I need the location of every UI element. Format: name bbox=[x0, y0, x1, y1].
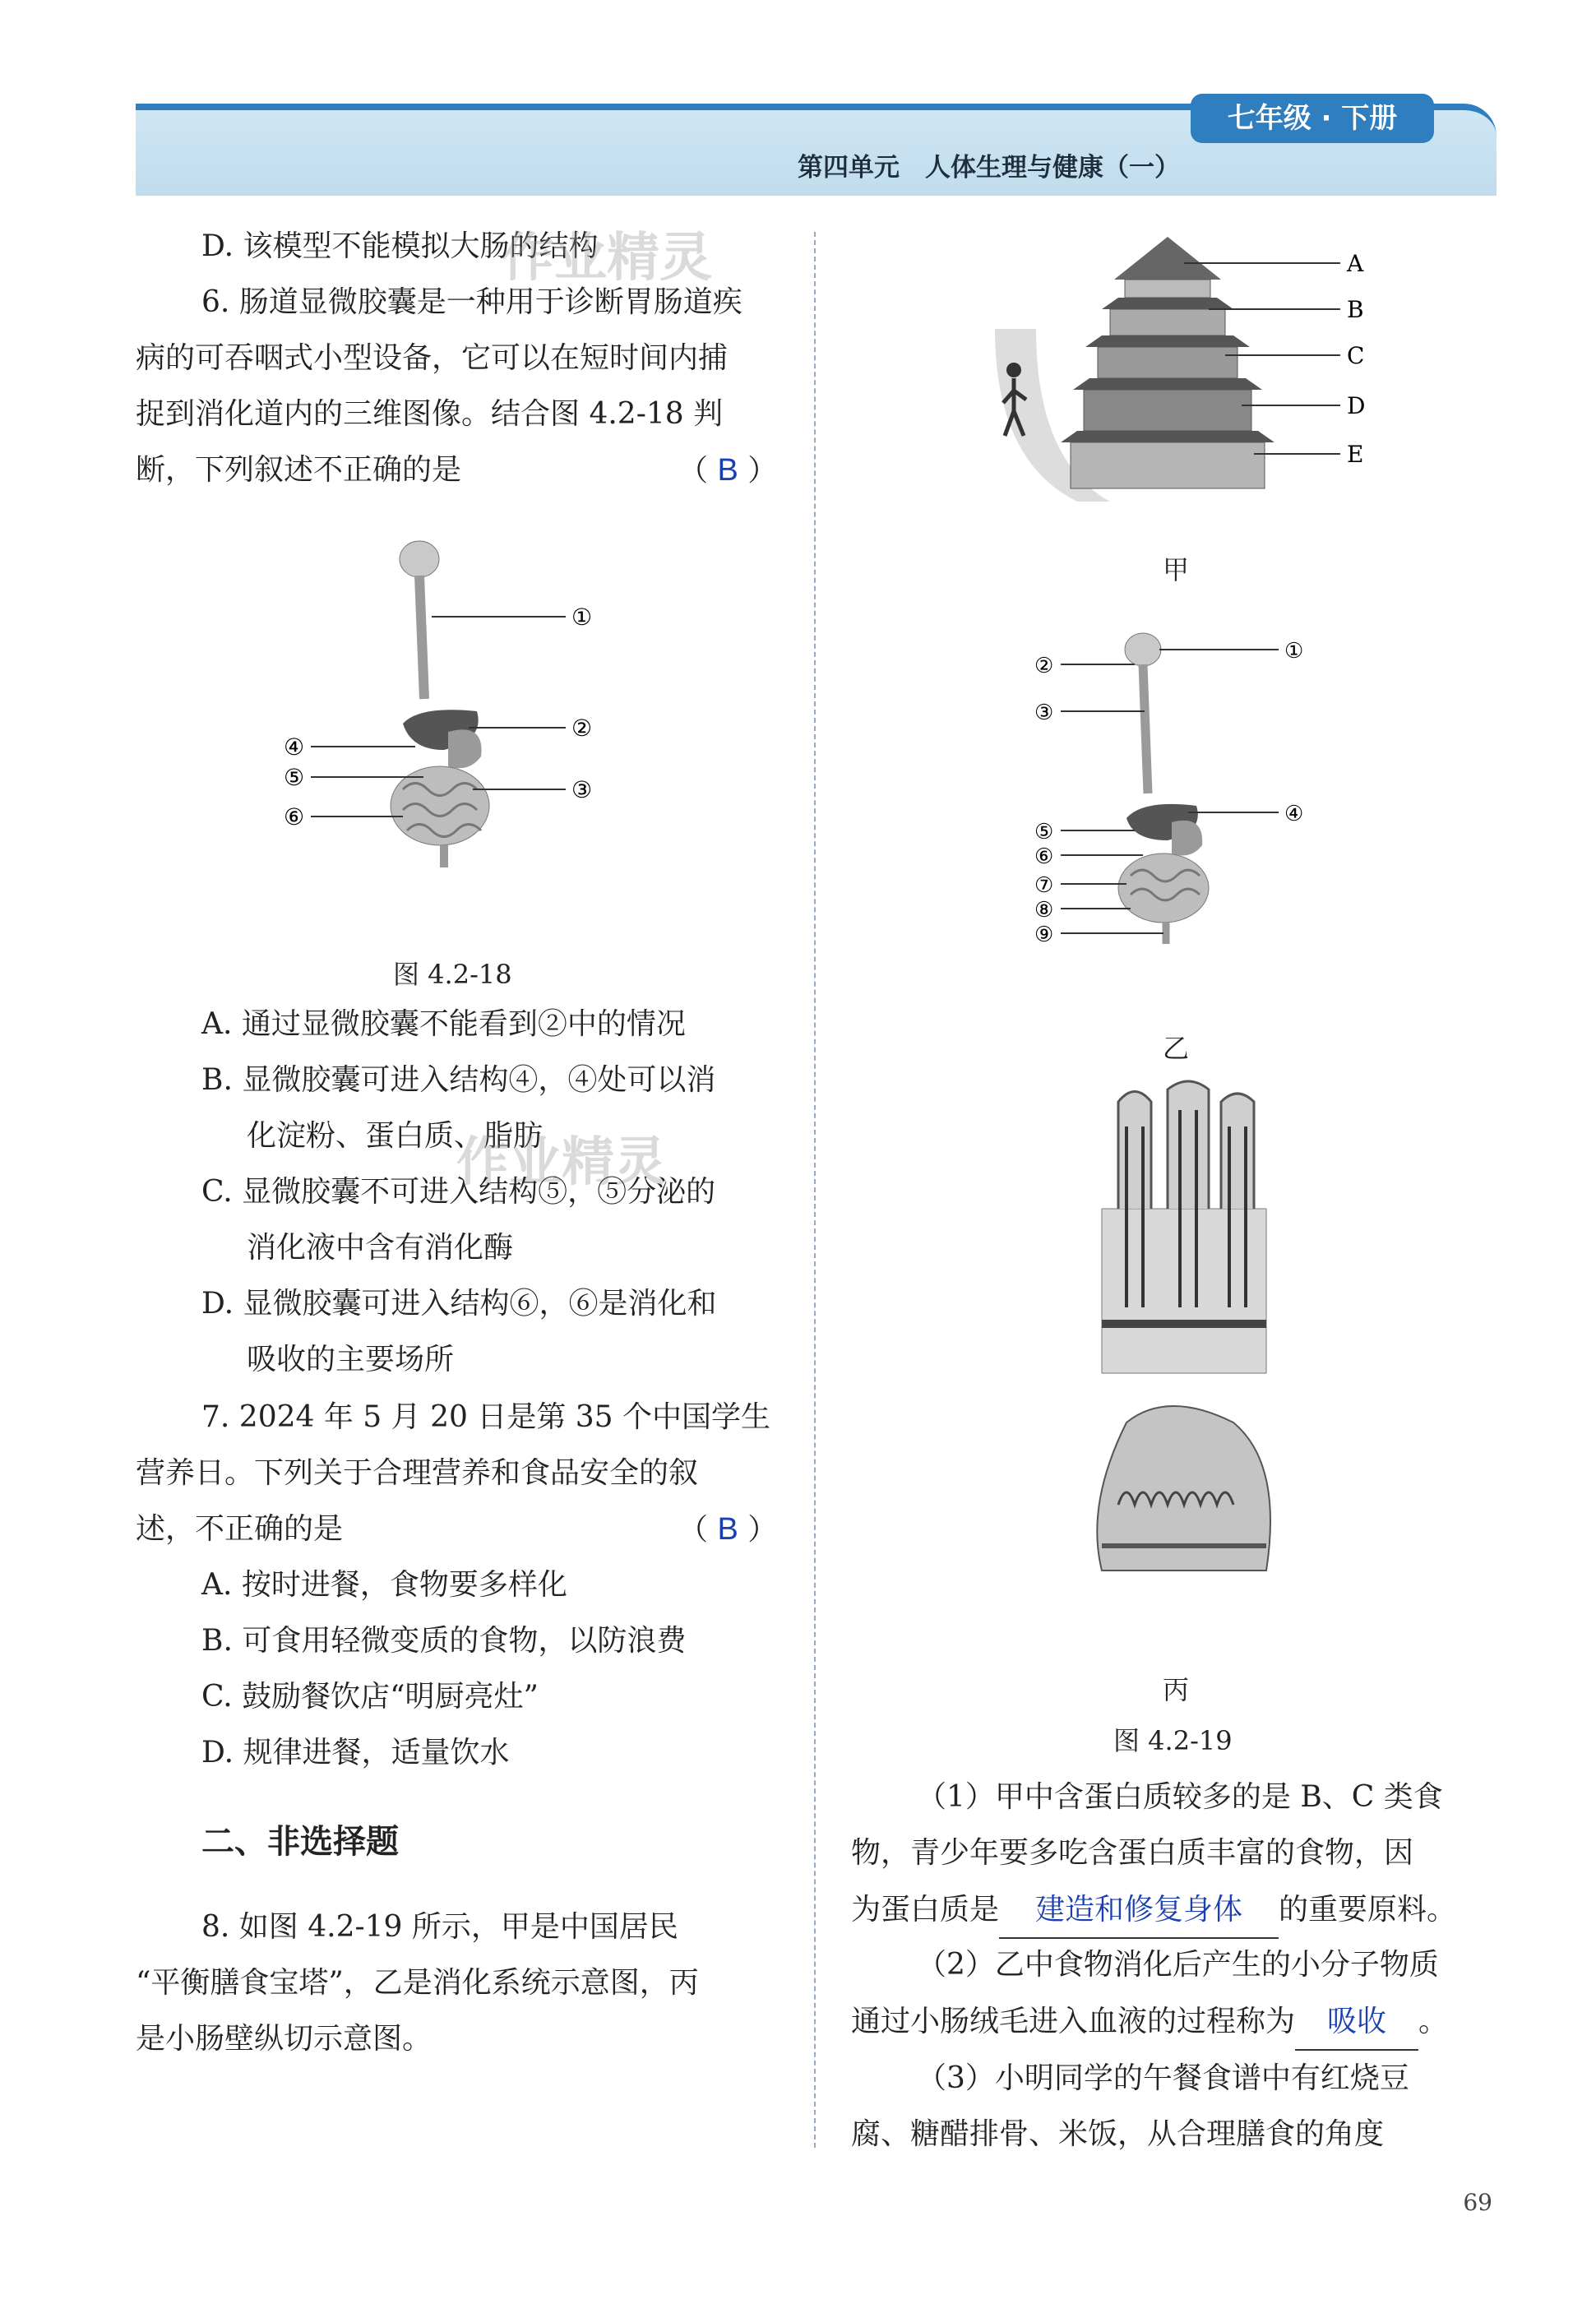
q8-2-line-1: （2）乙中食物消化后产生的小分子物质 bbox=[917, 1948, 1439, 1982]
tier-e bbox=[1071, 442, 1265, 488]
label-yi: 乙 bbox=[1163, 1033, 1190, 1064]
yi-label-6: ⑥ bbox=[1034, 844, 1054, 869]
tier-d bbox=[1084, 390, 1251, 431]
tier-a bbox=[1125, 280, 1210, 298]
yi-label-9: ⑨ bbox=[1034, 923, 1054, 947]
yi-label-3: ③ bbox=[1034, 701, 1054, 725]
esophagus-shape bbox=[419, 576, 424, 699]
figure-bing-intestine-wall bbox=[1069, 1077, 1299, 1620]
q7-option-d: D. 规律进餐，适量饮水 bbox=[201, 1736, 510, 1769]
yi-stomach bbox=[1172, 821, 1202, 856]
q8-1-line-1: （1）甲中含蛋白质较多的是 B、C 类食 bbox=[917, 1780, 1443, 1814]
q6-option-c-1: C. 显微胶囊不可进入结构⑤，⑤分泌的 bbox=[201, 1175, 716, 1209]
q6-line-2: 病的可吞咽式小型设备，它可以在短时间内捕 bbox=[136, 341, 729, 375]
q7-option-b: B. 可食用轻微变质的食物，以防浪费 bbox=[201, 1624, 687, 1658]
yi-label-8: ⑧ bbox=[1034, 898, 1054, 923]
fig18-label-6: ⑥ bbox=[284, 803, 305, 830]
fig18-label-1: ① bbox=[571, 604, 593, 631]
yi-label-5: ⑤ bbox=[1034, 820, 1054, 844]
pharynx-shape bbox=[400, 541, 439, 577]
pyramid-label-c: C bbox=[1347, 342, 1365, 369]
yi-label-4: ④ bbox=[1284, 802, 1304, 826]
q6-option-c-2: 消化液中含有消化酶 bbox=[247, 1231, 514, 1265]
pyramid-label-b: B bbox=[1347, 296, 1364, 323]
pyramid-label-e: E bbox=[1347, 441, 1364, 468]
q6-answer: B bbox=[717, 453, 738, 488]
yi-label-1: ① bbox=[1284, 639, 1304, 664]
q8-2-answer: 吸收 bbox=[1295, 1993, 1418, 2051]
page-number: 69 bbox=[1463, 2189, 1492, 2216]
q7-option-c: C. 鼓励餐饮店“明厨亮灶” bbox=[201, 1680, 539, 1714]
pyramid-label-a: A bbox=[1347, 250, 1364, 277]
section-title-nonchoice: 二、非选择题 bbox=[201, 1823, 399, 1861]
tier-b bbox=[1110, 309, 1225, 335]
q8-3-line-2: 腐、糖醋排骨、米饭，从合理膳食的角度 bbox=[851, 2117, 1385, 2151]
pyramid-label-d: D bbox=[1347, 392, 1366, 419]
q6-option-d-1: D. 显微胶囊可进入结构⑥，⑥是消化和 bbox=[201, 1287, 717, 1321]
fig18-label-2: ② bbox=[571, 715, 593, 742]
figure-jia-pyramid bbox=[978, 230, 1406, 510]
watermark-1: 作业精灵 bbox=[502, 228, 712, 289]
runner-head bbox=[1006, 363, 1021, 377]
q7-line-1: 7. 2024 年 5 月 20 日是第 35 个中国学生 bbox=[201, 1400, 771, 1434]
q8-line-2: “平衡膳食宝塔”，乙是消化系统示意图，丙 bbox=[136, 1966, 699, 2000]
q6-answer-bracket: （ B ） bbox=[678, 453, 778, 488]
q7-option-a: A. 按时进餐，食物要多样化 bbox=[201, 1568, 567, 1602]
fig18-caption: 图 4.2-18 bbox=[393, 959, 512, 990]
villus-right bbox=[1221, 1094, 1254, 1209]
q7-line-2: 营养日。下列关于合理营养和食品安全的叙 bbox=[136, 1456, 699, 1490]
grade-tab: 七年级 · 下册 bbox=[1191, 94, 1434, 143]
fig19-caption: 图 4.2-19 bbox=[1113, 1725, 1233, 1756]
q8-1-line-3: 为蛋白质是 建造和修复身体 的重要原料。 bbox=[851, 1881, 1456, 1939]
stomach-shape bbox=[448, 729, 482, 768]
villus-left bbox=[1118, 1092, 1151, 1210]
tier-c bbox=[1098, 347, 1237, 378]
unit-title: 第四单元 人体生理与健康（一） bbox=[798, 153, 1180, 183]
q6-line-4: 断，下列叙述不正确的是 bbox=[136, 453, 462, 487]
yi-intestine bbox=[1118, 853, 1209, 923]
fig18-label-3: ③ bbox=[571, 776, 593, 803]
q8-1-line-2: 物，青少年要多吃含蛋白质丰富的食物，因 bbox=[851, 1836, 1414, 1870]
yi-label-7: ⑦ bbox=[1034, 873, 1054, 898]
pyramid-roof bbox=[1114, 237, 1221, 280]
q8-1-answer: 建造和修复身体 bbox=[999, 1881, 1279, 1939]
label-jia: 甲 bbox=[1163, 554, 1190, 585]
q7-answer: B bbox=[717, 1512, 738, 1547]
q7-answer-bracket: （ B ） bbox=[678, 1512, 778, 1547]
villus-middle bbox=[1168, 1081, 1209, 1209]
q6-line-1: 6. 肠道显微胶囊是一种用于诊断胃肠道疾 bbox=[201, 285, 742, 319]
q6-option-a: A. 通过显微胶囊不能看到②中的情况 bbox=[201, 1007, 686, 1041]
q8-3-line-1: （3）小明同学的午餐食谱中有红烧豆 bbox=[917, 2061, 1409, 2095]
yi-esophagus bbox=[1143, 664, 1148, 793]
figure-yi-digestive bbox=[1028, 625, 1340, 970]
q8-2-line-2: 通过小肠绒毛进入血液的过程称为 吸收 。 bbox=[851, 1993, 1448, 2051]
figure-4-2-18 bbox=[280, 534, 625, 896]
column-divider bbox=[814, 232, 816, 2148]
q8-line-3: 是小肠壁纵切示意图。 bbox=[136, 2022, 433, 2056]
q5-option-d: D. 该模型不能模拟大肠的结构 bbox=[201, 229, 599, 263]
q6-option-d-2: 吸收的主要场所 bbox=[247, 1343, 455, 1376]
yi-pharynx bbox=[1125, 633, 1161, 666]
q7-line-3: 述，不正确的是 bbox=[136, 1512, 344, 1546]
intestine-shape bbox=[391, 766, 489, 845]
q6-option-b-2: 化淀粉、蛋白质、脂肪 bbox=[247, 1119, 544, 1153]
q6-line-3: 捉到消化道内的三维图像。结合图 4.2-18 判 bbox=[136, 397, 724, 431]
label-bing: 丙 bbox=[1163, 1674, 1190, 1705]
yi-label-2: ② bbox=[1034, 654, 1054, 678]
watermark-2: 作业精灵 bbox=[456, 1132, 667, 1193]
q8-line-1: 8. 如图 4.2-19 所示，甲是中国居民 bbox=[201, 1910, 678, 1944]
q6-option-b-1: B. 显微胶囊可进入结构④，④处可以消 bbox=[201, 1063, 716, 1097]
fig18-label-4: ④ bbox=[284, 733, 305, 761]
fig18-label-5: ⑤ bbox=[284, 764, 305, 791]
